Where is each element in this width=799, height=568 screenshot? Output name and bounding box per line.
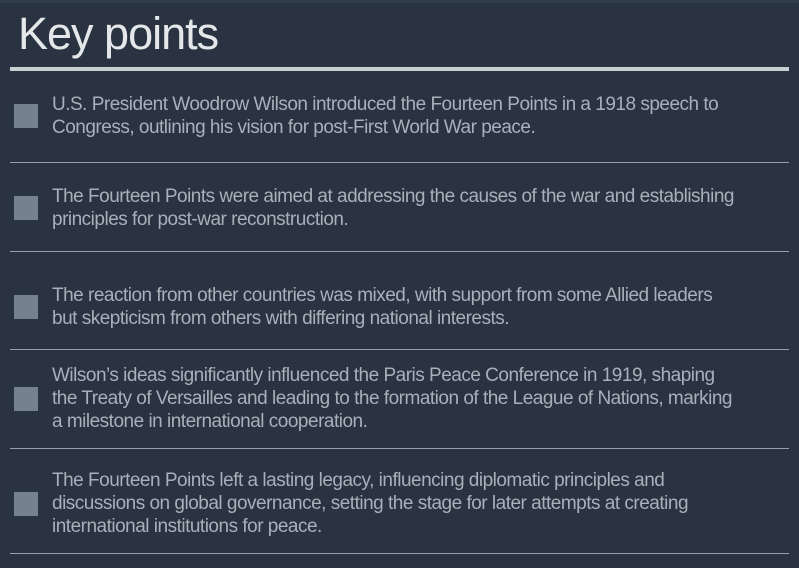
- point-text: [52, 185, 734, 231]
- point-line: Congress, outlining his vision for post-First World War peace.: [52, 117, 536, 138]
- point-line: U.S. President Woodrow Wilson introduced the Fourteen Points in a 1918 speech to: [52, 94, 719, 115]
- square-bullet-icon: [14, 387, 38, 411]
- page-title: Key points: [18, 8, 219, 59]
- square-bullet-icon: [14, 196, 38, 220]
- point-text: [52, 93, 718, 139]
- square-bullet-icon: [14, 295, 38, 319]
- key-points-list: [10, 71, 789, 554]
- point-line: the Treaty of Versailles and leading to the formation of the League of Nations, marking: [52, 388, 732, 409]
- point-line: but skepticism from others with differing national interests.: [52, 308, 510, 329]
- point-line: The Fourteen Points left a lasting legacy, influencing diplomatic principles and: [52, 470, 665, 491]
- point-text: [52, 284, 712, 330]
- point-line: principles for post-war reconstruction.: [52, 209, 349, 230]
- list-item: [10, 449, 789, 554]
- list-item: [10, 71, 789, 163]
- square-bullet-icon: [14, 104, 38, 128]
- list-item: [10, 252, 789, 350]
- point-line: The reaction from other countries was mixed, with support from some Allied leaders: [52, 285, 713, 306]
- point-text: [52, 364, 732, 433]
- list-item: [10, 163, 789, 252]
- point-line: international institutions for peace.: [52, 516, 322, 537]
- point-line: a milestone in international cooperation.: [52, 411, 368, 432]
- point-line: The Fourteen Points were aimed at addressing the causes of the war and establishing: [52, 186, 734, 207]
- square-bullet-icon: [14, 492, 38, 516]
- point-line: Wilson’s ideas significantly influenced the Paris Peace Conference in 1919, shaping: [52, 365, 715, 386]
- list-item: [10, 350, 789, 449]
- point-line: discussions on global governance, setting the stage for later attempts at creating: [52, 493, 689, 514]
- point-text: [52, 469, 688, 538]
